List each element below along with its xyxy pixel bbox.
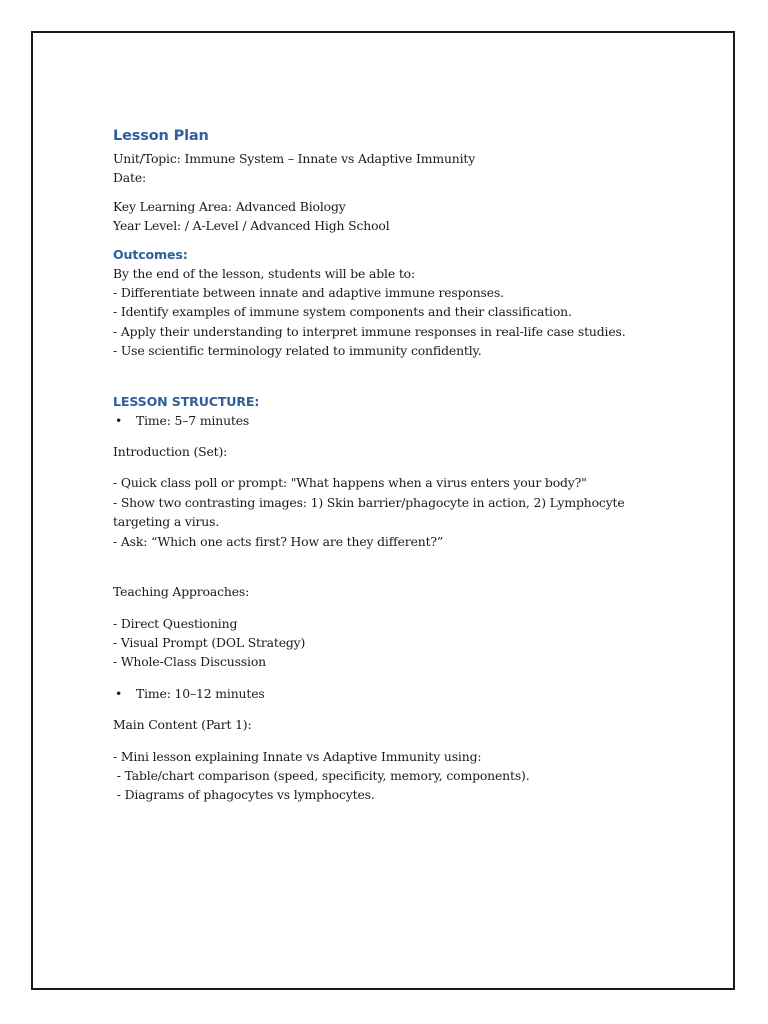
document-page	[31, 31, 735, 990]
activity-item: - Diagrams of phagocytes vs lymphocytes.	[113, 787, 375, 803]
activity-item: - Mini lesson explaining Innate vs Adaptive Immunity using:	[113, 748, 482, 764]
bullet-item	[113, 684, 633, 703]
activity-item: - Quick class poll or prompt: "What happens when a virus enters your body?"	[113, 475, 587, 491]
spacer	[113, 551, 633, 582]
approach-item: - Whole-Class Discussion	[113, 654, 266, 670]
segment-name: Main Content (Part 1):	[113, 717, 252, 733]
bullet-icon: •	[115, 685, 123, 701]
activity-item: - Ask: “Which one acts first? How are they different?”	[113, 533, 444, 549]
spacer	[113, 703, 633, 715]
key-learning-area: Key Learning Area: Advanced Biology	[113, 198, 346, 214]
spacer	[113, 602, 633, 614]
spacer	[113, 672, 633, 684]
date-label: Date:	[113, 170, 147, 186]
segment-time: Time: 10–12 minutes	[136, 685, 265, 701]
spacer	[113, 361, 633, 392]
spacer	[113, 188, 633, 197]
outcomes-intro: By the end of the lesson, students will be able to:	[113, 265, 415, 281]
approach-item: - Direct Questioning	[113, 615, 238, 631]
activity-item: - Table/chart comparison (speed, specificity, memory, components).	[113, 767, 530, 783]
outcomes-heading: Outcomes:	[113, 246, 188, 262]
outcome-item: - Use scientific terminology related to immunity confidently.	[113, 343, 482, 359]
outcome-item: - Apply their understanding to interpret immune responses in real-life case studies.	[113, 323, 626, 339]
spacer	[113, 236, 633, 245]
approaches-heading: Teaching Approaches:	[113, 584, 250, 600]
lesson-structure-heading: LESSON STRUCTURE:	[113, 393, 260, 409]
document-body	[113, 126, 633, 805]
approach-item: - Visual Prompt (DOL Strategy)	[113, 634, 306, 650]
spacer	[113, 430, 633, 442]
bullet-icon: •	[115, 412, 123, 428]
page-title: Lesson Plan	[113, 128, 209, 144]
spacer	[113, 735, 633, 747]
activity-item: - Show two contrasting images: 1) Skin barrier/phagocyte in action, 2) Lymphocyte targeting a virus.	[113, 494, 625, 530]
outcome-item: - Identify examples of immune system components and their classification.	[113, 304, 572, 320]
year-level: Year Level: / A-Level / Advanced High School	[113, 218, 390, 234]
segment-time: Time: 5–7 minutes	[136, 412, 250, 428]
unit-topic: Unit/Topic: Immune System – Innate vs Adaptive Immunity	[113, 151, 476, 166]
outcome-item: - Differentiate between innate and adaptive immune responses.	[113, 285, 504, 301]
bullet-item	[113, 411, 633, 430]
segment-name: Introduction (Set):	[113, 444, 228, 460]
spacer	[113, 461, 633, 473]
